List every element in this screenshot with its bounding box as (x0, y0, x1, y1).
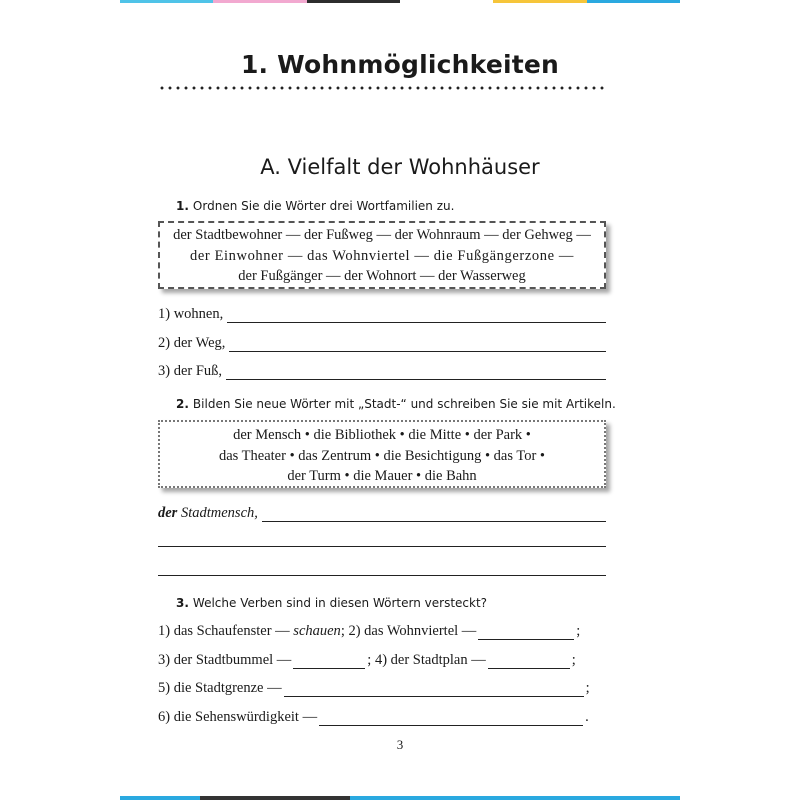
word-line: der Stadtbewohner — der Fußweg — der Wohnraum — der Gehweg — (173, 227, 591, 243)
verb-row-4 (158, 706, 612, 726)
answer-line[interactable] (158, 575, 606, 576)
answer-blank[interactable] (284, 682, 584, 697)
separator: . (585, 709, 589, 725)
word-line: der Einwohner — das Wohnviertel — die Fußgängerzone — (190, 247, 574, 264)
task-text: Bilden Sie neue Wörter mit „Stadt-“ und schreiben Sie sie mit Artikeln. (192, 397, 616, 411)
bottom-color-strip (120, 796, 680, 800)
answer-line[interactable] (226, 365, 606, 380)
separator: ; (571, 652, 576, 668)
strip-segment (493, 0, 586, 3)
verb-row-1 (158, 620, 612, 640)
strip-segment (200, 796, 350, 800)
task-3-instruction (176, 596, 487, 610)
example-answer: schauen (293, 623, 341, 639)
answer-blank[interactable] (488, 654, 570, 669)
item-label: 6) die Sehenswürdigkeit — (158, 709, 318, 725)
task-number: 1. (176, 199, 189, 213)
task-1-instruction (176, 199, 454, 213)
answer-row-weg[interactable] (158, 332, 606, 352)
chapter-title: 1. Wohnmöglichkeiten (240, 50, 560, 79)
row-label: 3) der Fuß, (158, 363, 223, 379)
item-label: ; 4) der Stadtplan — (367, 652, 486, 668)
example-article: der (158, 505, 178, 521)
verb-row-2 (158, 649, 612, 669)
word-line: das Theater • das Zentrum • die Besichtigung • das Tor • (218, 447, 545, 464)
word-line: der Mensch • die Bibliothek • die Mitte • der Park • (233, 427, 531, 443)
answer-row-wohnen[interactable] (158, 303, 606, 323)
answer-line[interactable] (158, 546, 606, 547)
example-word: Stadtmensch, (180, 505, 258, 521)
task-text: Ordnen Sie die Wörter drei Wortfamilien zu. (192, 199, 455, 213)
word-line: der Fußgänger — der Wohnort — der Wasserweg (238, 268, 526, 284)
section-title: A. Vielfalt der Wohnhäuser (260, 155, 540, 179)
answer-line[interactable] (229, 337, 606, 352)
answer-row-fuss[interactable] (158, 360, 606, 380)
strip-segment (120, 0, 213, 3)
separator: ; (576, 623, 581, 639)
strip-segment (213, 0, 306, 3)
separator: ; (585, 680, 590, 696)
example-row[interactable] (158, 502, 606, 522)
task-number: 2. (176, 397, 189, 411)
item-label: 5) die Stadtgrenze — (158, 680, 282, 696)
top-color-strip (120, 0, 680, 3)
row-label: 1) wohnen, (158, 306, 224, 322)
page-number: 3 (396, 737, 404, 752)
word-box-2 (158, 420, 606, 488)
word-line: der Turm • die Mauer • die Bahn (287, 468, 477, 484)
answer-blank[interactable] (293, 654, 365, 669)
task-2-instruction (176, 397, 616, 411)
title-dotted-divider (158, 86, 606, 90)
strip-segment (307, 0, 400, 3)
answer-line[interactable] (227, 308, 606, 323)
example-text (158, 505, 258, 522)
row-label: 2) der Weg, (158, 335, 226, 351)
item-label: 3) der Stadtbummel — (158, 652, 292, 668)
task-text: Welche Verben sind in diesen Wörtern versteckt? (192, 596, 488, 610)
answer-blank[interactable] (478, 625, 574, 640)
answer-line[interactable] (262, 507, 606, 522)
word-box-1 (158, 221, 606, 289)
answer-blank[interactable] (319, 711, 583, 726)
strip-segment (400, 0, 493, 3)
verb-row-3 (158, 677, 612, 697)
item-label: ; 2) das Wohnviertel — (340, 623, 477, 639)
strip-segment (587, 0, 680, 3)
task-number: 3. (176, 596, 189, 610)
item-label: 1) das Schaufenster — (158, 623, 290, 639)
